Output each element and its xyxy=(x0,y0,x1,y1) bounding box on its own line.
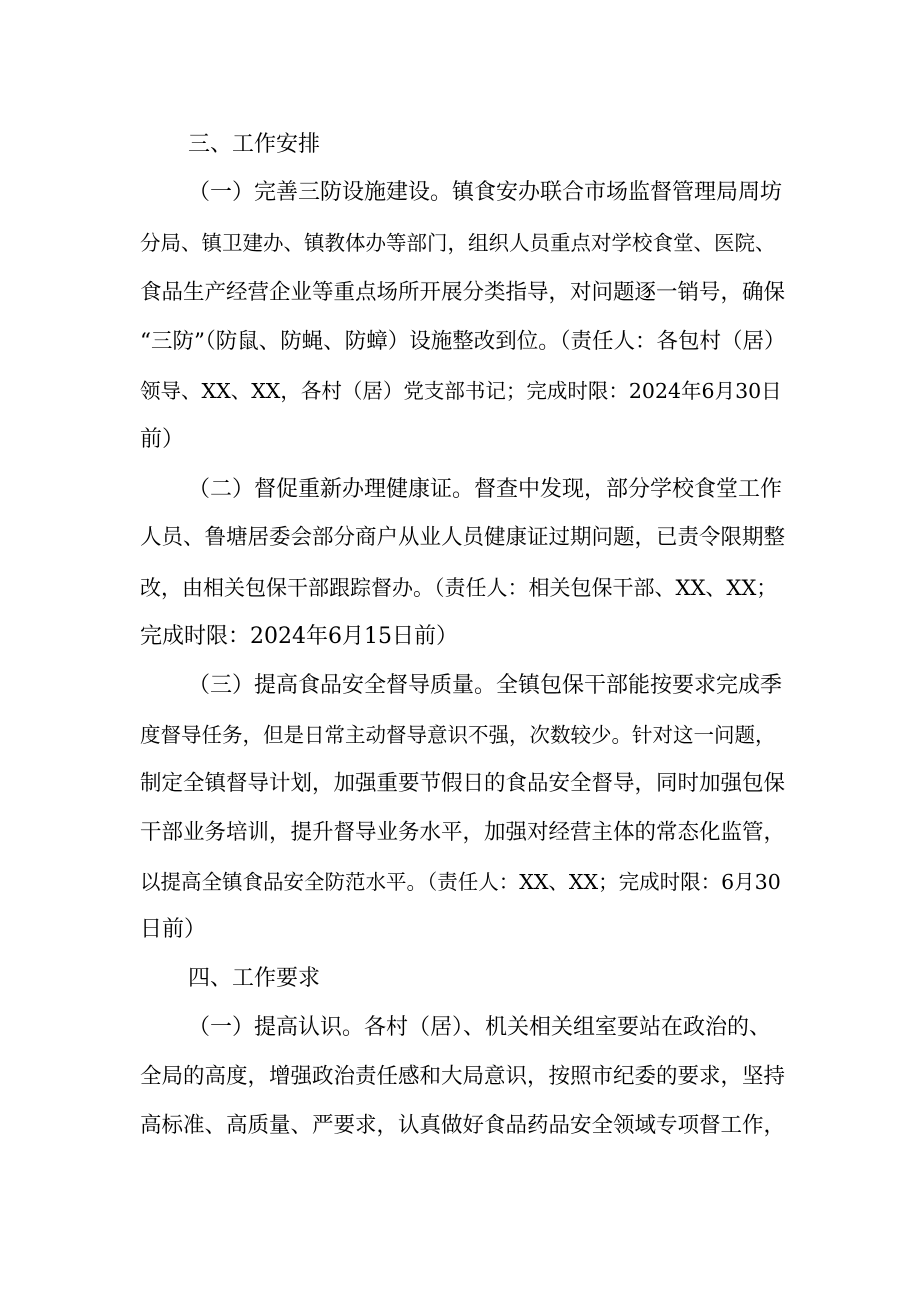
section-heading-3: 三、工作安排 xyxy=(188,132,321,157)
paragraph-line: 改，由相关包保干部跟踪督办。（责任人：相关包保干部、XX、XX； xyxy=(140,576,778,600)
paragraph-line: （二）督促重新办理健康证。督查中发现，部分学校食堂工作 xyxy=(188,477,783,502)
paragraph-line: （一）提高认识。各村（居）、机关相关组室要站在政治的、 xyxy=(188,1015,772,1040)
paragraph-line: 前） xyxy=(140,427,185,452)
paragraph-line: 制定全镇督导计划，加强重要节假日的食品安全督导，同时加强包保 xyxy=(140,771,786,796)
paragraph-line: 领导、XX、XX，各村（居）党支部书记；完成时限：2024年6月30日 xyxy=(140,379,782,403)
paragraph-line: 食品生产经营企业等重点场所开展分类指导，对问题逐一销号，确保 xyxy=(140,280,786,305)
paragraph-line: 以提高全镇食品安全防范水平。（责任人：XX、XX；完成时限：6月30 xyxy=(140,870,781,894)
section-heading-4: 四、工作要求 xyxy=(188,966,321,991)
paragraph-line: 完成时限：2024年6月15日前） xyxy=(140,624,458,649)
paragraph-line: （一）完善三防设施建设。镇食安办联合市场监督管理局周坊 xyxy=(188,180,783,205)
paragraph-line: （三）提高食品安全督导质量。全镇包保干部能按要求完成季 xyxy=(188,673,783,698)
paragraph-line: 分局、镇卫建办、镇教体办等部门，组织人员重点对学校食堂、医院、 xyxy=(140,231,776,255)
paragraph-line: 人员、鲁塘居委会部分商户从业人员健康证过期问题，已责令限期整 xyxy=(140,525,786,550)
paragraph-line: 干部业务培训，提升督导业务水平，加强对经营主体的常态化监管， xyxy=(140,820,786,845)
paragraph-line: “三防”（防鼠、防蝇、防蟑）设施整改到位。（责任人：各包村（居） xyxy=(140,329,786,354)
paragraph-line: 高标准、高质量、严要求，认真做好食品药品安全领域专项督工作， xyxy=(140,1113,786,1138)
paragraph-line: 日前） xyxy=(140,917,207,942)
paragraph-line: 度督导任务，但是日常主动督导意识不强，次数较少。针对这一问题， xyxy=(140,723,776,747)
paragraph-line: 全局的高度，增强政治责任感和大局意识，按照市纪委的要求，坚持 xyxy=(140,1064,786,1089)
